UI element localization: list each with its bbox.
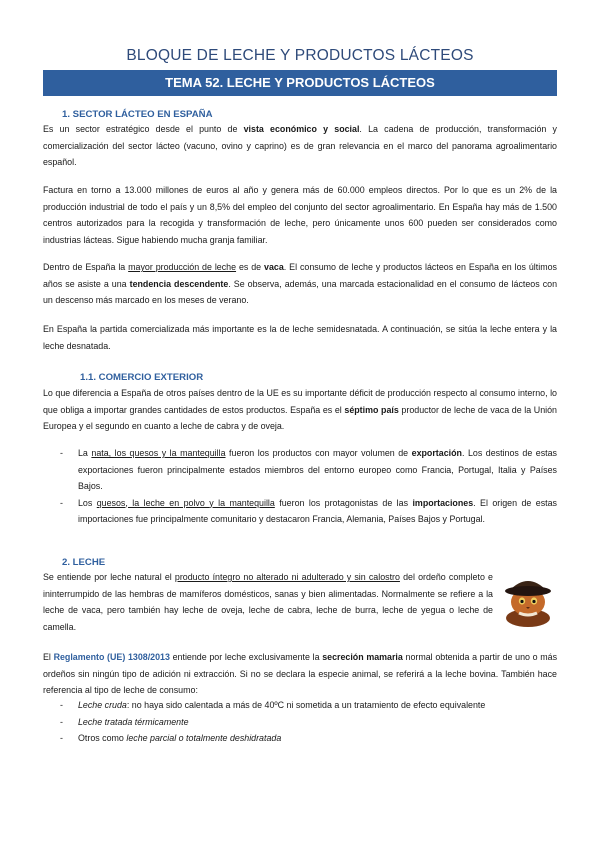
text: La <box>78 448 92 458</box>
italic-text: leche parcial o totalmente deshidratada <box>126 733 282 743</box>
cat-photo <box>499 569 557 627</box>
text: . El origen de estas importaciones fue principalmente comunitario y destacaron Francia, Alemania, Países Bajos y Portugal. <box>78 497 557 524</box>
s11-bullet-list <box>60 445 557 528</box>
s1-paragraph-4: En España la partida comercializada más importante es la de leche semidesnatada. A continuación, se sitúa la leche entera y la leche desnatada. <box>43 324 557 351</box>
dash-marker: - <box>60 733 63 743</box>
bold-text: vaca <box>264 262 284 272</box>
s2-paragraph-2 <box>43 649 557 699</box>
text: . Los destinos de estas exportaciones fueron principalmente estados miembros del entorno europeo como Francia, Portugal, Italia y Países Bajos. <box>78 448 557 491</box>
text: . La cadena de producción, transformación y comercialización del sector lácteo (vacuno, ovino y caprino) es de gran relevancia en el marco del panorama agroalimentario español. <box>43 124 557 167</box>
s2-paragraph-1 <box>43 569 493 635</box>
dash-marker: - <box>60 448 63 458</box>
text: Se entiende por leche natural el <box>43 572 175 582</box>
bold-text: secreción mamaria <box>322 652 403 662</box>
text: : no haya sido calentada a más de 40ºC ni sometida a un tratamiento de efecto equivalente <box>126 700 486 710</box>
text: . Se observa, además, una marcada estacionalidad en el consumo de lácteos con un descenso más marcado en los meses de verano. <box>43 278 558 305</box>
s1-paragraph-1 <box>43 121 557 171</box>
dash-marker: - <box>60 700 63 710</box>
topic-title-band: TEMA 52. LECHE Y PRODUCTOS LÁCTEOS <box>43 70 557 96</box>
text: normal obtenida a partir de uno o más ordeños sin ningún tipo de adición ni extracción. Si no se declara la especie animal, se referirá a la leche bovina. También hace referencia al tipo de leche de consumo: <box>43 652 558 695</box>
text: Los <box>78 497 97 508</box>
text: Es un sector estratégico desde el punto de <box>43 124 244 134</box>
bold-text: tendencia descendente <box>129 278 229 289</box>
text: productor de leche de vaca de la Unión Europea y el segundo en cuanto a leche de cabra y de oveja. <box>43 404 557 431</box>
block-title: BLOQUE DE LECHE Y PRODUCTOS LÁCTEOS <box>126 47 474 64</box>
bold-text: séptimo país <box>344 404 399 415</box>
text: es de <box>236 262 265 272</box>
section-1-1-heading: 1.1. COMERCIO EXTERIOR <box>80 372 204 383</box>
italic-text: Leche tratada térmicamente <box>78 716 189 727</box>
text: Lo que diferencia a España de otros países dentro de la UE es su importante déficit de producción respecto al consumo interno, lo que obliga a importar grandes cantidades de estos productos. España es el <box>43 388 557 415</box>
bold-text: vista económico y social <box>243 124 360 134</box>
cat-photo-illustration <box>499 569 557 627</box>
s11-paragraph-1 <box>43 385 557 435</box>
underlined-text: producto íntegro no alterado ni adulterado y sin calostro <box>174 572 400 582</box>
bold-text: importaciones <box>412 497 474 508</box>
text: fueron los productos con mayor volumen de <box>225 448 412 458</box>
text: Otros como <box>78 733 127 743</box>
list-item <box>60 495 557 528</box>
text: fueron los protagonistas de las <box>274 497 413 508</box>
dash-marker: - <box>60 716 63 727</box>
section-1-heading: 1. SECTOR LÁCTEO EN ESPAÑA <box>62 109 213 120</box>
bold-text: exportación <box>411 448 462 458</box>
list-item <box>60 730 557 747</box>
underlined-text: nata, los quesos y la mantequilla <box>91 448 226 458</box>
text: entiende por leche exclusivamente la <box>169 652 323 662</box>
text: Dentro de España la <box>43 262 129 272</box>
text: . El consumo de leche y productos lácteos en España en los últimos años se asiste a una <box>43 262 557 289</box>
text: El <box>43 652 54 662</box>
underlined-text: quesos, la leche en polvo y la mantequilla <box>96 497 275 508</box>
s2-bullet-list <box>60 697 557 747</box>
s1-paragraph-3 <box>43 259 557 309</box>
list-item <box>60 714 557 731</box>
list-item <box>60 697 557 714</box>
section-2-heading: 2. LECHE <box>62 557 106 568</box>
list-item <box>60 445 557 495</box>
regulation-reference: Reglamento (UE) 1308/2013 <box>53 652 170 662</box>
underlined-text: mayor producción de leche <box>128 262 237 272</box>
s1-paragraph-2: Factura en torno a 13.000 millones de euros al año y genera más de 60.000 empleos directos. Por lo que es un 2% de la producción industrial de todo el país y un 8,5% del empleo del conjunto del sector agroalimentario. En España hay más de 1.500 centros autorizados para la recogida y transformación de leche, pero únicamente unos 600 pueden ser considerados como industrias lácteas. Sigue habiendo mucha granja familiar. <box>43 185 557 245</box>
dash-marker: - <box>60 497 63 508</box>
italic-text: Leche cruda <box>78 700 127 710</box>
text: del ordeño completo e ininterrumpido de las hembras de mamíferos domésticos, sanas y bien alimentadas. Normalmente se refiere a la leche de vaca, pero también hay leche de oveja, leche de cabra, leche de burra, leche de yegua o leche de camella. <box>43 572 493 632</box>
